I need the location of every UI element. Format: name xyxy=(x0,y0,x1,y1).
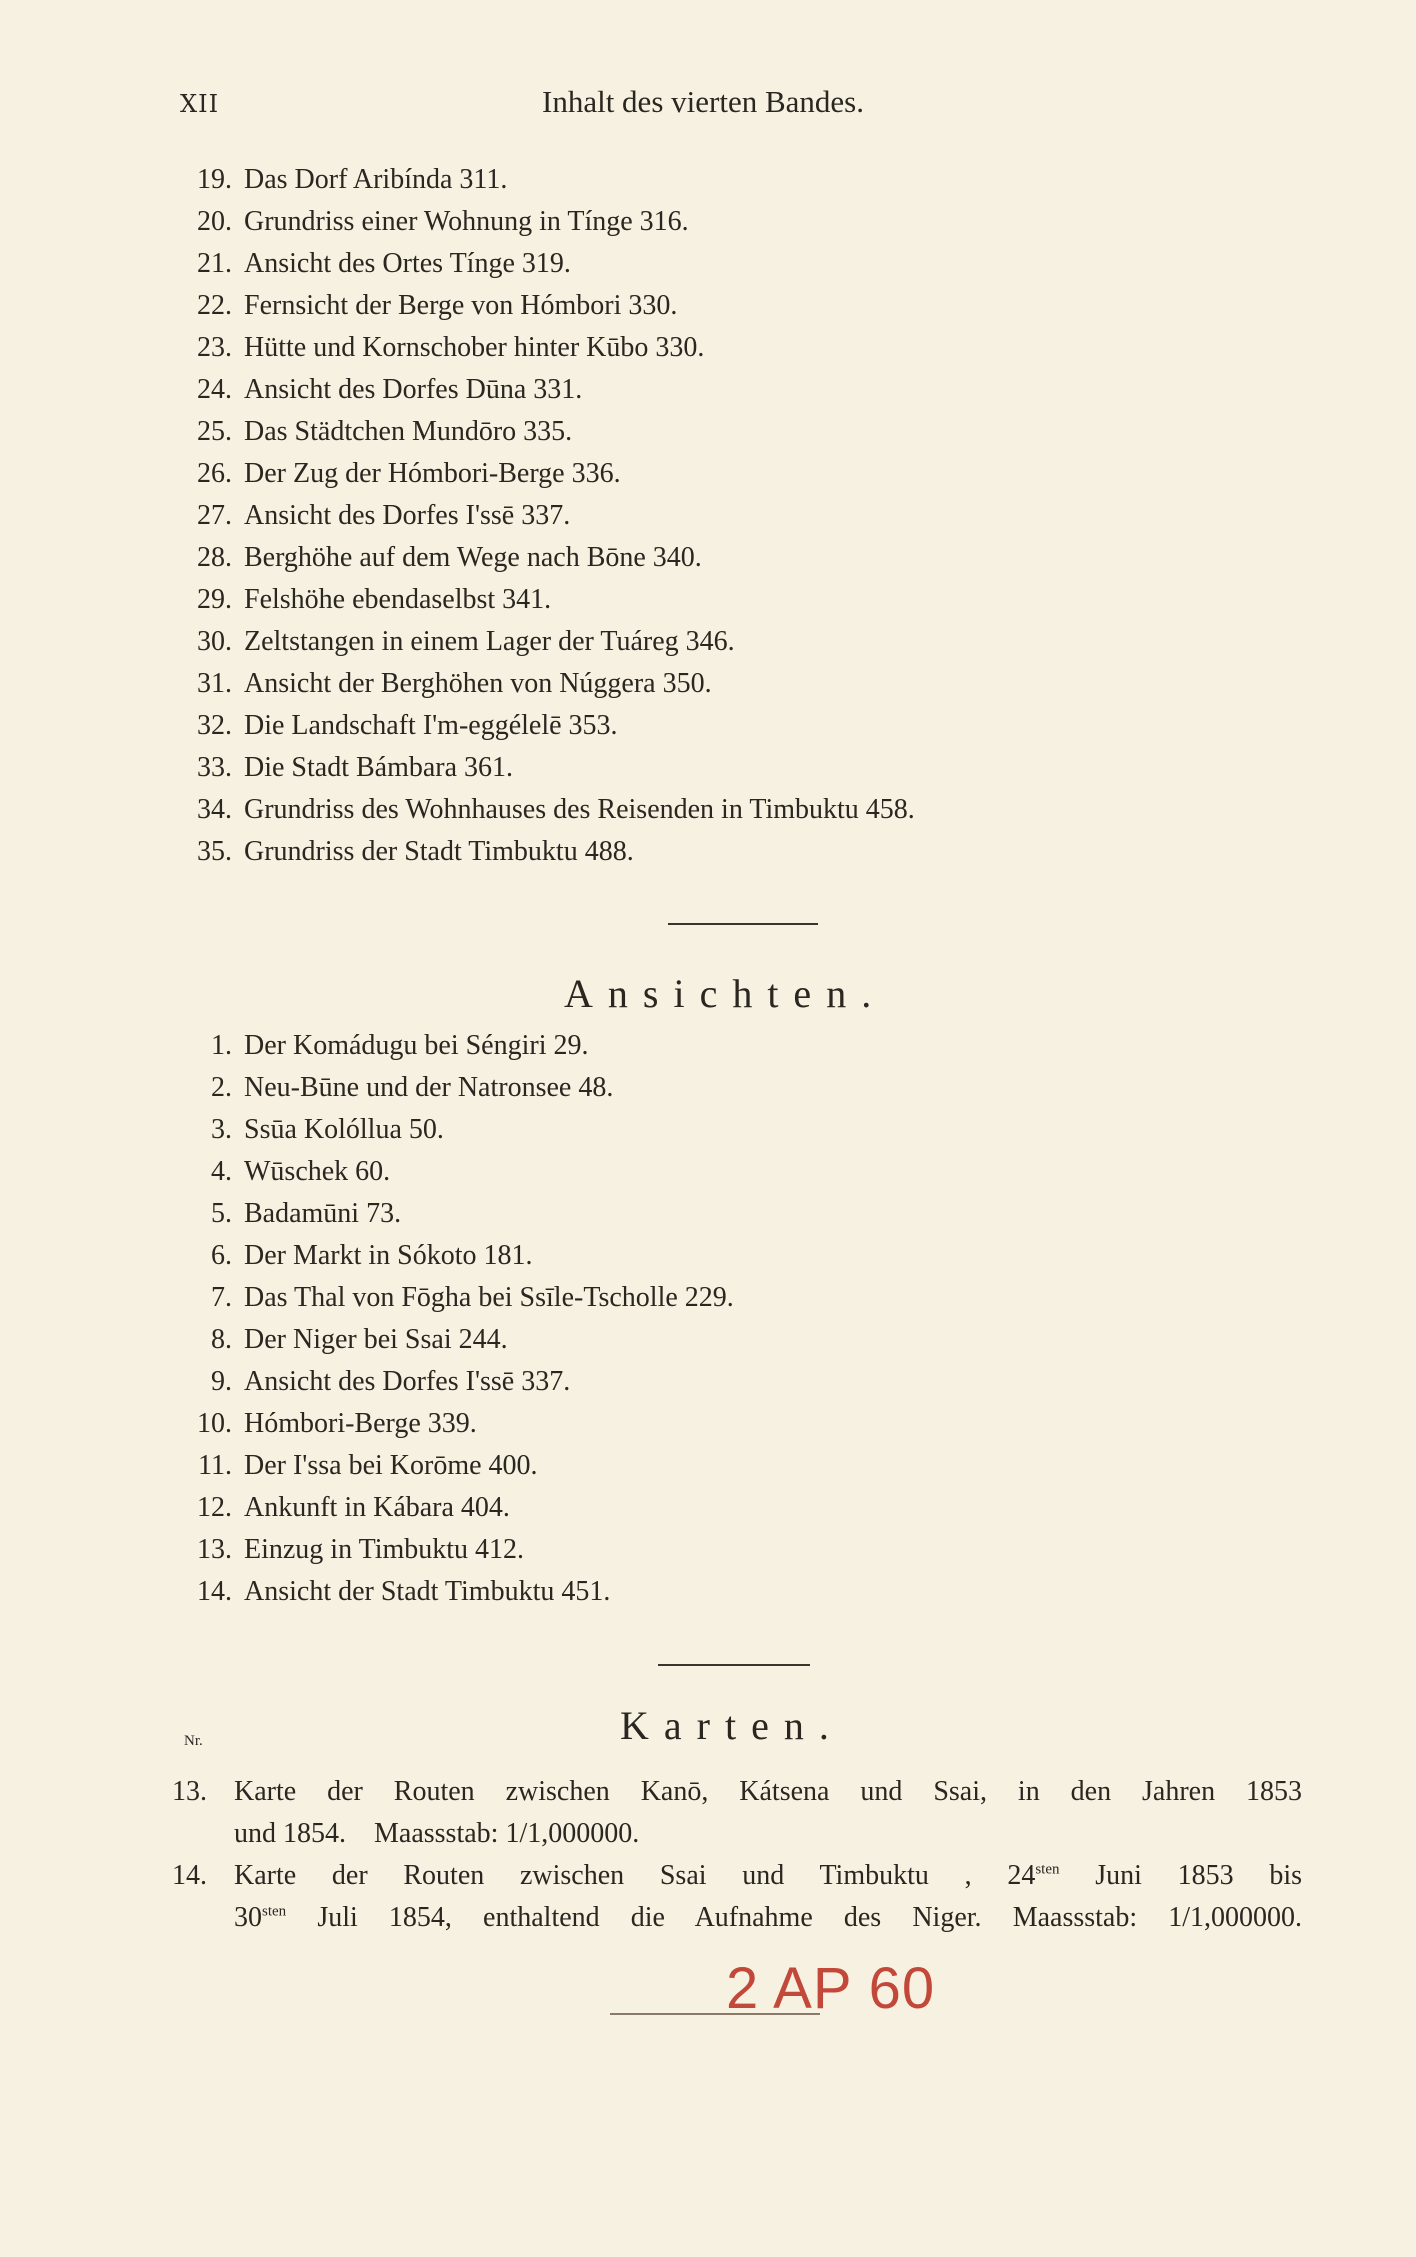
item-number: 29. xyxy=(197,584,232,615)
item-number: 12. xyxy=(197,1492,232,1523)
list-item xyxy=(184,710,1184,752)
list-item xyxy=(184,1156,1184,1198)
list-item xyxy=(184,1408,1184,1450)
item-number: 5. xyxy=(211,1198,232,1229)
item-number: 9. xyxy=(211,1366,232,1397)
map-date: 30 xyxy=(234,1902,262,1933)
item-number: 13. xyxy=(197,1534,232,1565)
item-number: 7. xyxy=(211,1282,232,1313)
item-number: 19. xyxy=(197,164,232,195)
item-number: 10. xyxy=(197,1408,232,1439)
item-number: 32. xyxy=(197,710,232,741)
list-item xyxy=(184,206,1184,248)
item-number: 26. xyxy=(197,458,232,489)
list-item xyxy=(184,1198,1184,1240)
map-date: 24 xyxy=(1007,1860,1036,1891)
item-number: 4. xyxy=(211,1156,232,1187)
item-number: 3. xyxy=(211,1114,232,1145)
running-title: Inhalt des vierten Bandes. xyxy=(542,84,864,119)
list-item xyxy=(184,1240,1184,1282)
stamp-text: 2 AP 60 xyxy=(726,1956,936,2021)
item-text: Das Dorf Aribínda 311. xyxy=(244,164,508,195)
item-text: Badamūni 73. xyxy=(244,1198,402,1229)
list-item xyxy=(184,416,1184,458)
item-text: Einzug in Timbuktu 412. xyxy=(244,1534,525,1565)
maps-heading: Karten. xyxy=(620,1703,844,1748)
list-item xyxy=(184,1114,1184,1156)
map-year: und 1854. xyxy=(234,1818,346,1849)
item-text: Grundriss der Stadt Timbuktu 488. xyxy=(244,836,634,867)
item-number: 6. xyxy=(211,1240,232,1271)
views-list xyxy=(184,1030,1184,1618)
item-text: Grundriss einer Wohnung in Tínge 316. xyxy=(244,206,689,237)
item-text: Ssūa Kolóllua 50. xyxy=(244,1114,444,1145)
item-number: 1. xyxy=(211,1030,232,1061)
list-item xyxy=(184,1282,1184,1324)
map-title-line: Karte der Routen zwischen Kanō, Kátsena und Ssai, in den Jahren 1853 xyxy=(234,1776,1302,1807)
map-number: 13. xyxy=(172,1776,207,1807)
item-number: 34. xyxy=(197,794,232,825)
section-divider xyxy=(658,1664,810,1666)
item-number: 2. xyxy=(211,1072,232,1103)
item-text: Hütte und Kornschober hinter Kūbo 330. xyxy=(244,332,705,363)
list-item xyxy=(184,584,1184,626)
list-item xyxy=(184,458,1184,500)
item-number: 28. xyxy=(197,542,232,573)
map-title-line xyxy=(234,1860,1302,1892)
scale-value: 1/1,000000. xyxy=(505,1818,640,1849)
item-text: Ansicht des Dorfes I'ssē 337. xyxy=(244,500,571,531)
item-number: 31. xyxy=(197,668,232,699)
map-date-suffix: sten xyxy=(262,1903,287,1920)
illustrations-list xyxy=(184,164,1184,878)
map-title-line xyxy=(234,1818,639,1850)
map-title-part: Juli 1854, enthaltend die Aufnahme des Niger. xyxy=(317,1902,982,1933)
item-text: Ansicht des Dorfes I'ssē 337. xyxy=(244,1366,571,1397)
map-date-suffix: sten xyxy=(1035,1861,1060,1878)
item-number: 23. xyxy=(197,332,232,363)
scale-label: Maassstab: xyxy=(374,1818,499,1849)
list-item xyxy=(184,1324,1184,1366)
item-text: Ankunft in Kábara 404. xyxy=(244,1492,510,1523)
item-number: 24. xyxy=(197,374,232,405)
item-text: Felshöhe ebendaselbst 341. xyxy=(244,584,552,615)
item-text: Der Komádugu bei Séngiri 29. xyxy=(244,1030,589,1061)
item-number: 30. xyxy=(197,626,232,657)
list-item xyxy=(184,542,1184,584)
page-number: XII xyxy=(180,90,220,118)
views-heading: Ansichten. xyxy=(564,971,887,1016)
item-text: Das Städtchen Mundōro 335. xyxy=(244,416,573,447)
item-text: Hómbori-Berge 339. xyxy=(244,1408,477,1439)
item-text: Die Stadt Bámbara 361. xyxy=(244,752,514,783)
list-item xyxy=(184,1534,1184,1576)
item-number: 8. xyxy=(211,1324,232,1355)
list-item xyxy=(184,1450,1184,1492)
item-number: 14. xyxy=(197,1576,232,1607)
item-number: 27. xyxy=(197,500,232,531)
list-item xyxy=(184,332,1184,374)
item-text: Der Markt in Sókoto 181. xyxy=(244,1240,533,1271)
list-item xyxy=(184,1492,1184,1534)
list-item xyxy=(184,1030,1184,1072)
item-text: Berghöhe auf dem Wege nach Bōne 340. xyxy=(244,542,702,573)
list-item xyxy=(184,500,1184,542)
section-divider xyxy=(668,923,818,925)
list-item xyxy=(184,794,1184,836)
item-number: 21. xyxy=(197,248,232,279)
nr-label: Nr. xyxy=(184,1733,203,1749)
running-head xyxy=(180,84,1280,128)
item-number: 11. xyxy=(198,1450,232,1481)
map-title-line xyxy=(234,1902,1302,1934)
item-text: Ansicht des Dorfes Dūna 331. xyxy=(244,374,583,405)
item-number: 35. xyxy=(197,836,232,867)
list-item xyxy=(184,1072,1184,1114)
list-item xyxy=(184,668,1184,710)
item-text: Die Landschaft I'm-eggélelē 353. xyxy=(244,710,618,741)
scale-label: Maassstab: xyxy=(1012,1902,1138,1933)
list-item xyxy=(184,248,1184,290)
item-text: Der I'ssa bei Korōme 400. xyxy=(244,1450,538,1481)
item-text: Grundriss des Wohnhauses des Reisenden in Timbuktu 458. xyxy=(244,794,915,825)
item-text: Ansicht der Berghöhen von Núggera 350. xyxy=(244,668,712,699)
list-item xyxy=(184,290,1184,332)
item-number: 25. xyxy=(197,416,232,447)
item-number: 33. xyxy=(197,752,232,783)
item-text: Zeltstangen in einem Lager der Tuáreg 346. xyxy=(244,626,735,657)
map-title-part: Karte der Routen zwischen Ssai und Timbuktu , xyxy=(234,1860,972,1891)
list-item xyxy=(184,752,1184,794)
item-number: 22. xyxy=(197,290,232,321)
item-text: Neu-Būne und der Natronsee 48. xyxy=(244,1072,614,1103)
library-stamp xyxy=(610,1955,990,2025)
item-text: Wūschek 60. xyxy=(244,1156,391,1187)
item-text: Ansicht der Stadt Timbuktu 451. xyxy=(244,1576,611,1607)
list-item xyxy=(184,374,1184,416)
map-title-part: Juni 1853 bis xyxy=(1095,1860,1303,1891)
item-text: Das Thal von Fōgha bei Ssīle-Tscholle 229. xyxy=(244,1282,734,1313)
item-text: Der Zug der Hómbori-Berge 336. xyxy=(244,458,621,489)
item-text: Der Niger bei Ssai 244. xyxy=(244,1324,508,1355)
map-number: 14. xyxy=(172,1860,207,1891)
list-item xyxy=(184,1576,1184,1618)
list-item xyxy=(184,626,1184,668)
scale-value: 1/1,000000. xyxy=(1168,1902,1303,1933)
item-text: Fernsicht der Berge von Hómbori 330. xyxy=(244,290,678,321)
list-item xyxy=(184,836,1184,878)
item-number: 20. xyxy=(197,206,232,237)
list-item xyxy=(184,1366,1184,1408)
item-text: Ansicht des Ortes Tínge 319. xyxy=(244,248,571,279)
list-item xyxy=(184,164,1184,206)
